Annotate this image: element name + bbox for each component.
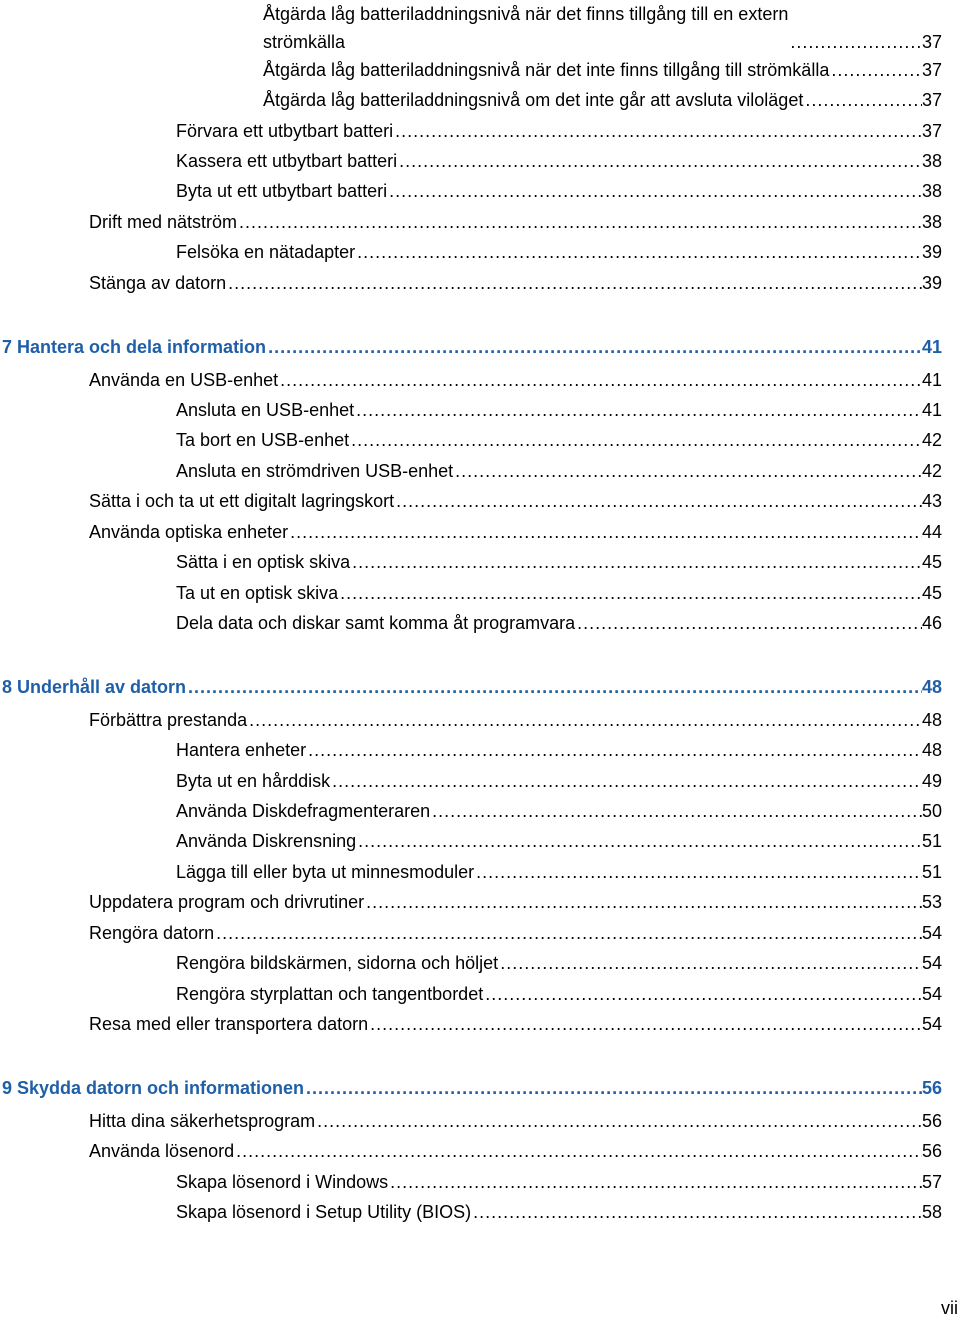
toc-entry-label: Drift med nätström [89,212,238,232]
toc-entry[interactable] [89,366,942,394]
dot-leader [829,56,922,84]
toc-entry-label: Förbättra prestanda [89,710,248,730]
toc-entry-label: Stänga av datorn [89,273,227,293]
dot-leader [288,518,922,546]
toc-entry-label [263,0,788,56]
dot-leader [453,457,922,485]
dot-leader [355,238,922,266]
toc-entry-label: Ansluta en strömdriven USB-enhet [176,461,454,481]
toc-entry-page: 37 [921,121,942,141]
toc-entry-label: 7 Hantera och dela information [2,337,267,357]
toc-entry-page: 37 [921,90,942,110]
toc-entry-page: 45 [921,552,942,572]
dot-leader [397,147,922,175]
toc-entry-label: Skapa lösenord i Setup Utility (BIOS) [176,1202,472,1222]
toc-entry[interactable] [89,1137,942,1165]
toc-entry[interactable] [176,117,942,145]
toc-chapter-entry[interactable] [2,1074,942,1102]
dot-leader [803,86,922,114]
toc-entry[interactable] [263,0,942,56]
toc-entry-page: 41 [921,370,942,390]
toc-entry[interactable] [89,919,942,947]
toc-entry-page: 48 [921,677,942,697]
toc-entry-page: 56 [921,1111,942,1131]
toc-entry-label: Hitta dina säkerhetsprogram [89,1111,316,1131]
toc-entry[interactable] [89,518,942,546]
toc-entry-label: Förvara ett utbytbart batteri [176,121,394,141]
dot-leader [430,797,922,825]
toc-entry-label: Lägga till eller byta ut minnesmoduler [176,862,475,882]
toc-entry[interactable] [176,1168,942,1196]
toc-entry-label: Ta ut en optisk skiva [176,583,339,603]
toc-entry-label: Använda en USB-enhet [89,370,279,390]
toc-entry-label-line2: strömkälla [263,32,346,52]
toc-entry[interactable] [176,858,942,886]
toc-entry-page: 53 [921,892,942,912]
toc-entry[interactable] [89,1107,942,1135]
dot-leader [186,673,922,701]
toc-entry-page: 46 [921,613,942,633]
toc-entry[interactable] [176,609,942,637]
toc-entry-label-line1: Åtgärda låg batteriladdningsnivå när det finns tillgång till en extern [263,4,789,24]
toc-entry-label: Rengöra bildskärmen, sidorna och höljet [176,953,499,973]
toc-entry[interactable] [263,86,942,114]
toc-entry-page: 54 [921,953,942,973]
toc-entry-label: Dela data och diskar samt komma åt programvara [176,613,576,633]
dot-leader [315,1107,922,1135]
toc-entry-page: 38 [921,212,942,232]
toc-entry[interactable] [263,56,942,84]
dot-leader [356,827,922,855]
toc-entry-label: Använda optiska enheter [89,522,289,542]
toc-entry[interactable] [89,706,942,734]
dot-leader [368,1010,922,1038]
toc-entry[interactable] [176,579,942,607]
toc-entry-page: 58 [921,1202,942,1222]
toc-entry[interactable] [89,1010,942,1038]
toc-entry-label: Felsöka en nätadapter [176,242,356,262]
toc-entry[interactable] [176,980,942,1008]
toc-entry[interactable] [89,269,942,297]
dot-leader [388,1168,922,1196]
toc-entry-label: Kassera ett utbytbart batteri [176,151,398,171]
toc-entry-label: Hantera enheter [176,740,307,760]
toc-entry[interactable] [176,949,942,977]
dot-leader [247,706,922,734]
toc-entry[interactable] [176,177,942,205]
toc-entry-page: 43 [921,491,942,511]
toc-entry-label: Ta bort en USB-enhet [176,430,350,450]
toc-entry-label: 8 Underhåll av datorn [2,677,187,697]
toc-entry-page: 50 [921,801,942,821]
dot-leader [350,548,922,576]
toc-entry-page: 51 [921,831,942,851]
toc-entry-page: 45 [921,583,942,603]
toc-entry-label: Rengöra datorn [89,923,215,943]
toc-entry-label: Byta ut en hårddisk [176,771,331,791]
toc-entry-page: 48 [921,710,942,730]
dot-leader [387,177,922,205]
dot-leader [354,396,922,424]
toc-entry-label: Använda Diskrensning [176,831,357,851]
toc-entry-page: 56 [921,1141,942,1161]
toc-entry-page: 37 [921,32,942,52]
toc-entry-label: Rengöra styrplattan och tangentbordet [176,984,484,1004]
dot-leader [306,736,922,764]
dot-leader [237,208,922,236]
toc-entry-label: Sätta i och ta ut ett digitalt lagringskort [89,491,395,511]
toc-entry-label: Resa med eller transportera datorn [89,1014,369,1034]
toc-entry-page: 37 [921,60,942,80]
dot-leader [349,426,922,454]
toc-entry-page: 39 [921,242,942,262]
toc-entry[interactable] [176,147,942,175]
dot-leader [304,1074,922,1102]
toc-chapter-entry[interactable] [2,673,942,701]
toc-entry-label: Åtgärda låg batteriladdningsnivå om det inte går att avsluta viloläget [263,90,804,110]
toc-chapter-entry[interactable] [2,333,942,361]
dot-leader [226,269,922,297]
toc-entry-page: 57 [921,1172,942,1192]
toc-entry-page: 54 [921,923,942,943]
toc-entry[interactable] [176,238,942,266]
dot-leader [498,949,922,977]
toc-entry-label: Använda lösenord [89,1141,235,1161]
toc-entry-label: 9 Skydda datorn och informationen [2,1078,305,1098]
toc-entry[interactable] [89,487,942,515]
dot-leader [788,28,922,56]
toc-entry[interactable] [176,767,942,795]
dot-leader [483,980,922,1008]
toc-entry[interactable] [176,396,942,424]
toc-entry[interactable] [176,426,942,454]
dot-leader [575,609,922,637]
toc-entry-page: 42 [921,461,942,481]
toc-entry-label: Använda Diskdefragmenteraren [176,801,431,821]
toc-entry[interactable] [176,457,942,485]
toc-entry-label: Sätta i en optisk skiva [176,552,351,572]
dot-leader [474,858,922,886]
toc-entry-page: 41 [921,400,942,420]
toc-entry[interactable] [176,797,942,825]
toc-entry[interactable] [89,888,942,916]
dot-leader [278,366,922,394]
toc-entry-label: Skapa lösenord i Windows [176,1172,389,1192]
dot-leader [330,767,922,795]
dot-leader [394,487,922,515]
toc-entry-page: 44 [921,522,942,542]
toc-entry-label: Byta ut ett utbytbart batteri [176,181,388,201]
toc-entry-page: 38 [921,181,942,201]
dot-leader [234,1137,922,1165]
page-number: vii [941,1298,958,1318]
toc-entry-page: 48 [921,740,942,760]
toc-entry-page: 38 [921,151,942,171]
dot-leader [214,919,922,947]
toc-entry-page: 54 [921,1014,942,1034]
toc-entry-page: 54 [921,984,942,1004]
toc-entry[interactable] [176,827,942,855]
toc-entry[interactable] [176,1198,942,1226]
dot-leader [266,333,922,361]
toc-entry-page: 56 [921,1078,942,1098]
dot-leader [338,579,922,607]
toc-entry-page: 51 [921,862,942,882]
toc-entry-page: 49 [921,771,942,791]
toc-entry-page: 41 [921,337,942,357]
toc-entry-label: Uppdatera program och drivrutiner [89,892,365,912]
dot-leader [393,117,922,145]
dot-leader [364,888,922,916]
toc-entry[interactable] [89,208,942,236]
toc-entry-label: Åtgärda låg batteriladdningsnivå när det inte finns tillgång till strömkälla [263,60,830,80]
toc-entry[interactable] [176,736,942,764]
toc-entry-label: Ansluta en USB-enhet [176,400,355,420]
toc-entry-page: 39 [921,273,942,293]
toc-entry-page: 42 [921,430,942,450]
toc-entry[interactable] [176,548,942,576]
dot-leader [471,1198,922,1226]
